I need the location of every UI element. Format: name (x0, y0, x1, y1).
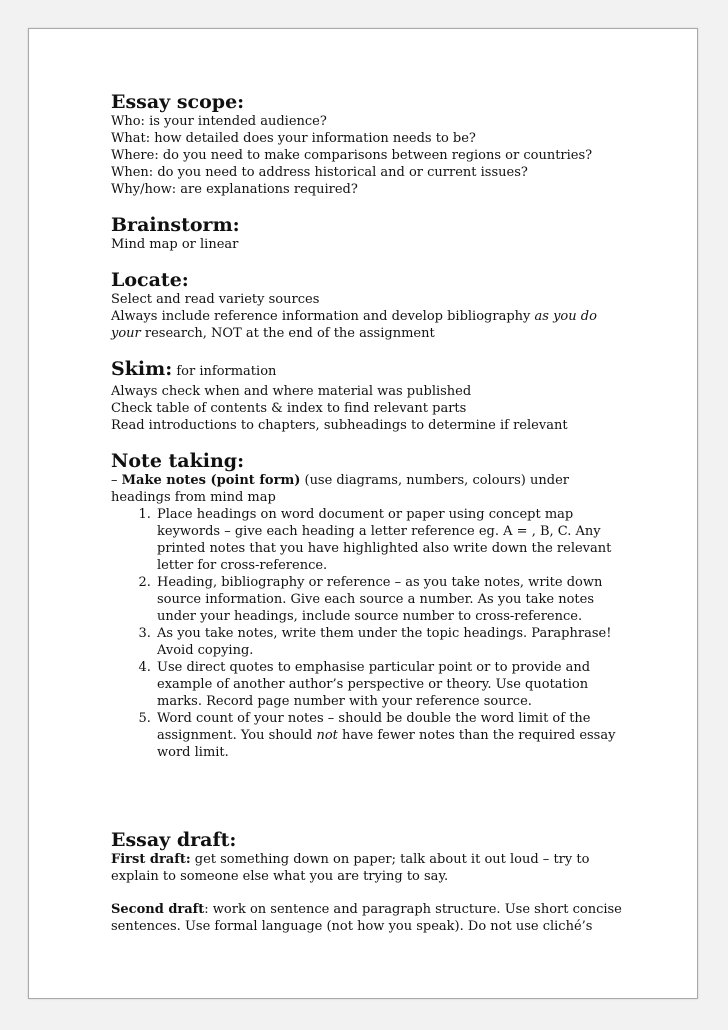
list-item (155, 506, 631, 574)
note-intro-rest: (use diagrams, numbers, colours) under (300, 473, 569, 488)
list-item (155, 659, 631, 710)
skim-line-2: Check table of contents & index to find relevant parts (111, 401, 467, 416)
skim-line-1: Always check when and where material was published (111, 384, 472, 399)
locate-line-2-text: Always include reference information and develop bibliography (111, 309, 535, 324)
scope-line-why: Why/how: are explanations required? (111, 182, 358, 197)
note-intro-line-2: headings from mind map (111, 490, 276, 505)
blank-space (111, 761, 631, 829)
locate-line-3-text: research, NOT at the end of the assignment (140, 326, 435, 341)
locate-line-2 (111, 308, 631, 325)
section-skim (111, 358, 631, 434)
first-draft-line-2: explain to someone else what you are trying to say. (111, 869, 449, 884)
list-item-line: 1. Place headings on word document or paper using concept map (157, 507, 574, 522)
list-item-line: keywords – give each heading a letter reference eg. A = , B, C. Any (157, 524, 601, 539)
scope-line-who: Who: is your intended audience? (111, 114, 327, 129)
list-item-text: have fewer notes than the required essay (337, 728, 616, 743)
note-taking-list (111, 506, 631, 761)
list-item-line: 5. Word count of your notes – should be double the word limit of the (157, 711, 591, 726)
note-intro-line-1 (111, 472, 631, 489)
list-item-line (157, 727, 631, 744)
heading-essay-scope: Essay scope: (111, 91, 245, 113)
list-item-line: Avoid copying. (157, 643, 254, 658)
list-item-text: assignment. You should (157, 728, 317, 743)
note-intro-dash: – (111, 473, 122, 488)
first-draft-text: get something down on paper; talk about it out loud – try to (190, 852, 590, 867)
list-item-line: printed notes that you have highlighted also write down the relevant (157, 541, 612, 556)
second-draft-line-2: sentences. Use formal language (not how you speak). Do not use cliché’s (111, 919, 593, 934)
section-essay-draft (111, 829, 631, 935)
scope-line-where: Where: do you need to make comparisons between regions or countries? (111, 148, 593, 163)
second-draft-text: : work on sentence and paragraph structure. Use short concise (204, 902, 622, 917)
list-item-line: 4. Use direct quotes to emphasise particular point or to provide and (157, 660, 591, 675)
locate-line-3-emphasis: your (111, 326, 141, 341)
heading-locate: Locate: (111, 269, 189, 291)
second-draft-line-1 (111, 901, 631, 918)
section-note-taking (111, 450, 631, 761)
list-item (155, 574, 631, 625)
section-brainstorm (111, 214, 631, 253)
heading-skim-label: Skim: (111, 358, 173, 380)
list-item-emphasis: not (316, 728, 338, 743)
list-item (155, 625, 631, 659)
list-item-line: example of another author’s perspective or theory. Use quotation (157, 677, 589, 692)
heading-skim-suffix: for information (172, 364, 277, 379)
list-item-line: letter for cross-reference. (157, 558, 328, 573)
locate-line-3 (111, 325, 631, 342)
section-essay-scope (111, 91, 631, 198)
skim-line-3: Read introductions to chapters, subheadings to determine if relevant (111, 418, 568, 433)
heading-brainstorm: Brainstorm: (111, 214, 240, 236)
second-draft-label: Second draft (111, 902, 205, 917)
first-draft-label: First draft: (111, 852, 191, 867)
brainstorm-line: Mind map or linear (111, 237, 239, 252)
document-page (28, 28, 698, 999)
heading-note-taking: Note taking: (111, 450, 245, 472)
heading-essay-draft: Essay draft: (111, 829, 237, 851)
paragraph-gap (111, 885, 631, 901)
scope-line-what: What: how detailed does your information needs to be? (111, 131, 476, 146)
list-item-line: under your headings, include source number to cross-reference. (157, 609, 583, 624)
heading-skim (111, 358, 631, 383)
section-locate (111, 269, 631, 342)
list-item-line: 2. Heading, bibliography or reference – as you take notes, write down (157, 575, 603, 590)
list-item-line: source information. Give each source a number. As you take notes (157, 592, 594, 607)
list-item-line: 3. As you take notes, write them under the topic headings. Paraphrase! (157, 626, 612, 641)
first-draft-line-1 (111, 851, 631, 868)
list-item-line: marks. Record page number with your reference source. (157, 694, 532, 709)
locate-line-1: Select and read variety sources (111, 292, 320, 307)
list-item (155, 710, 631, 761)
note-intro-bold: Make notes (point form) (121, 473, 301, 488)
scope-line-when: When: do you need to address historical and or current issues? (111, 165, 528, 180)
locate-line-2-emphasis: as you do (534, 309, 597, 324)
document-content (111, 91, 631, 935)
list-item-line: word limit. (157, 745, 229, 760)
